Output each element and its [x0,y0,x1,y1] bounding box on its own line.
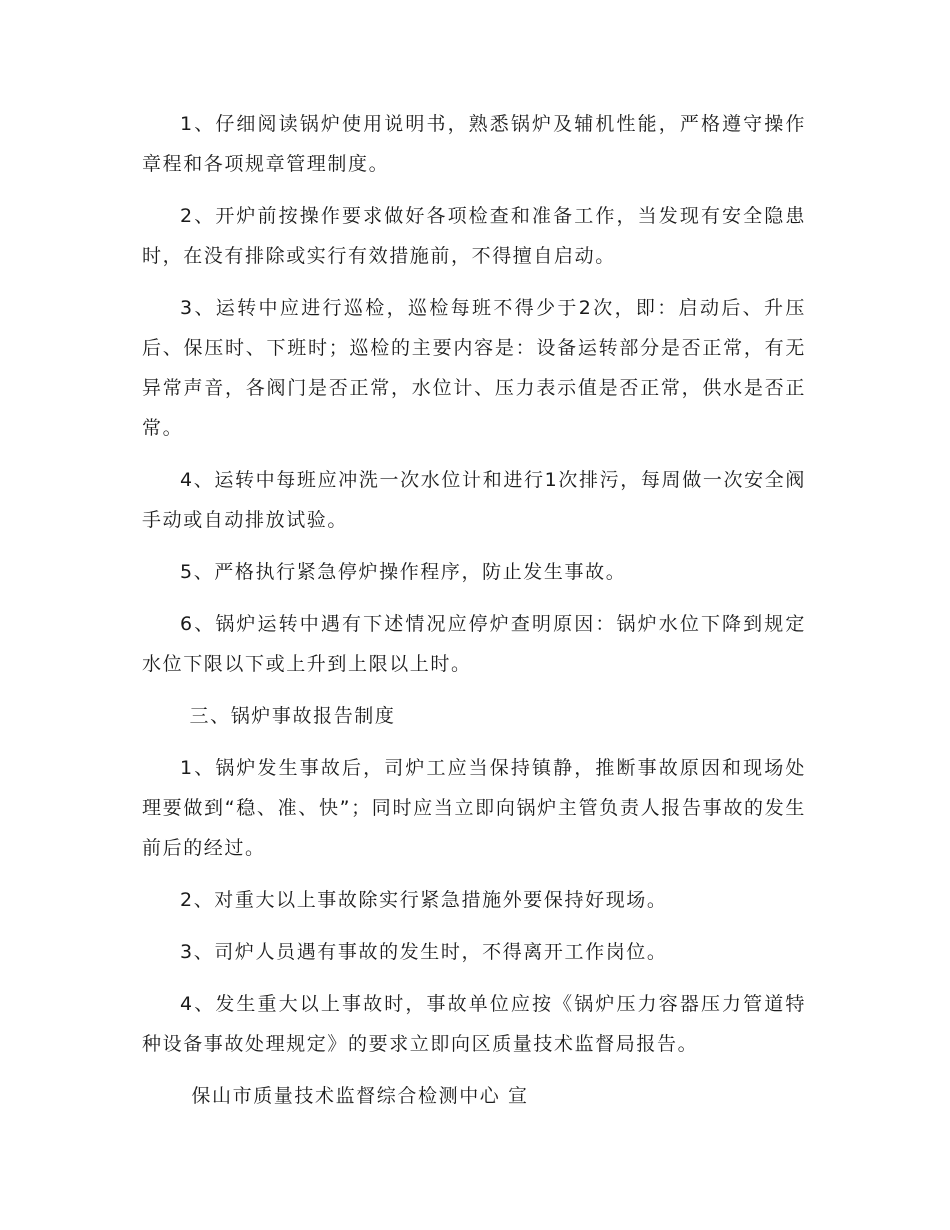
paragraph-6: 6、锅炉运转中遇有下述情况应停炉查明原因：锅炉水位下降到规定水位下限以下或上升到上限以上时。 [142,613,806,675]
document-page [142,104,806,1128]
section-paragraph-3: 3、司炉人员遇有事故的发生时，不得离开工作岗位。 [180,941,668,963]
paragraph-1: 1、仔细阅读锅炉使用说明书，熟悉锅炉及辅机性能，严格遵守操作章程和各项规章管理制度。 [142,113,806,175]
paragraph-5: 5、严格执行紧急停炉操作程序，防止发生事故。 [180,561,627,583]
paragraph-2: 2、开炉前按操作要求做好各项检查和准备工作，当发现有安全隐患时，在没有排除或实行有效措施前，不得擅自启动。 [142,205,806,267]
section-paragraph-4: 4、发生重大以上事故时，事故单位应按《锅炉压力容器压力管道特种设备事故处理规定》的要求立即向区质量技术监督局报告。 [142,993,806,1055]
signature-line: 保山市质量技术监督综合检测中心 宣 [191,1085,529,1107]
paragraph-3: 3、运转中应进行巡检，巡检每班不得少于2次，即：启动后、升压后、保压时、下班时；巡检的主要内容是：设备运转部分是否正常，有无异常声音，各阀门是否正常，水位计、压力表示值是否正常，供水是否正常。 [142,297,806,439]
section-paragraph-2: 2、对重大以上事故除实行紧急措施外要保持好现场。 [180,889,668,911]
paragraph-4: 4、运转中每班应冲洗一次水位计和进行1次排污，每周做一次安全阀手动或自动排放试验。 [142,469,806,531]
section-heading: 三、锅炉事故报告制度 [189,705,396,727]
section-paragraph-1: 1、锅炉发生事故后，司炉工应当保持镇静，推断事故原因和现场处理要做到“稳、准、快”；同时应当立即向锅炉主管负责人报告事故的发生前后的经过。 [142,757,806,859]
